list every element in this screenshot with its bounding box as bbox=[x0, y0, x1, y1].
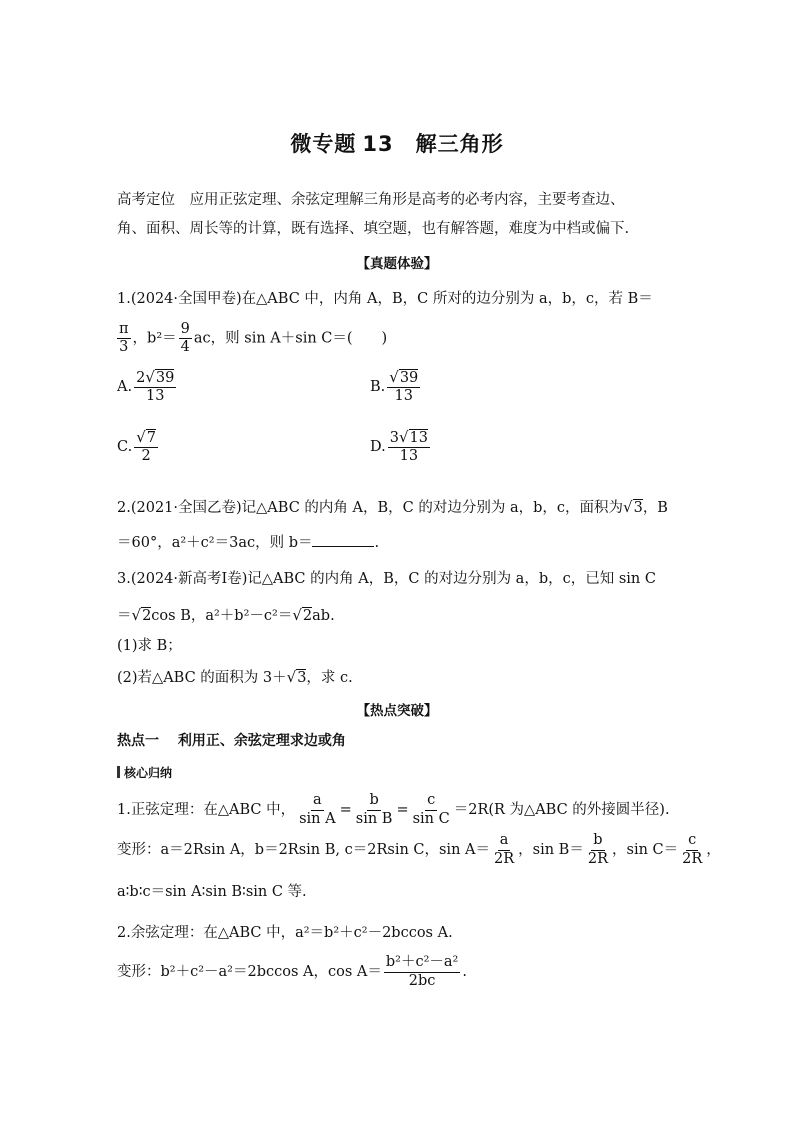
q3-part2-a: (2)若△ABC 的面积为 3＋ bbox=[117, 670, 287, 686]
frac-den: 2R bbox=[587, 850, 608, 867]
opt-b-frac bbox=[387, 370, 420, 404]
variant-text-c: ，sin C＝ bbox=[612, 842, 679, 858]
sine-frac-a bbox=[297, 793, 338, 826]
frac-den: sin A bbox=[299, 810, 336, 827]
sqrt-icon: √ bbox=[292, 606, 302, 624]
cos-frac bbox=[384, 955, 461, 988]
q3-text-c: ab. bbox=[312, 608, 335, 624]
equals: = bbox=[339, 802, 352, 818]
q2-line-1 bbox=[117, 493, 668, 522]
opt-a-label: A. bbox=[117, 379, 133, 396]
q1-line-2-a: ，b²＝ bbox=[132, 330, 177, 347]
opt-c-den: 2 bbox=[141, 448, 151, 465]
opt-d-coef: 3 bbox=[389, 430, 399, 446]
title-number: 13 bbox=[362, 132, 394, 156]
sqrt-icon: √ bbox=[389, 368, 399, 386]
sqrt-icon: √ bbox=[145, 368, 155, 386]
opt-d-rad: 13 bbox=[409, 430, 428, 446]
cos-variant-tail: . bbox=[462, 964, 467, 980]
frac-num: b²＋c²－a² bbox=[384, 955, 461, 972]
q2-text-a: 2.(2021·全国乙卷)记△ABC 的内角 A，B，C 的对边分别为 a，b，c，面积为 bbox=[117, 500, 624, 516]
opt-a-coef: 2 bbox=[136, 370, 146, 386]
q1-option-c bbox=[117, 430, 160, 464]
q2-line-2 bbox=[117, 529, 379, 557]
page-title bbox=[0, 128, 794, 158]
opt-c-label: C. bbox=[117, 439, 133, 456]
q3-text-a: ＝ bbox=[117, 608, 132, 624]
opt-b-label: B. bbox=[370, 379, 386, 396]
sqrt-icon: √ bbox=[136, 428, 146, 446]
pi-den: 3 bbox=[119, 339, 129, 356]
q3-part-1: (1)求 B； bbox=[117, 638, 182, 654]
ratio-line: a∶b∶c＝sin A∶sin B∶sin C 等. bbox=[117, 884, 307, 900]
core-summary-tag bbox=[117, 764, 172, 781]
cos-variant-text: 变形：b²＋c²－a²＝2bccos A，cos A＝ bbox=[117, 964, 382, 980]
q1-frac-9-4 bbox=[179, 322, 192, 355]
intro-label: 高考定位 bbox=[117, 192, 175, 208]
frac-den: 2bc bbox=[408, 972, 436, 989]
section-heading-real: 【真题体验】 bbox=[356, 256, 438, 272]
variant-frac-c bbox=[680, 833, 704, 866]
core-label: 核心归纳 bbox=[124, 766, 173, 780]
variant-frac-a bbox=[492, 833, 516, 866]
opt-c-rad: 7 bbox=[146, 430, 156, 446]
opt-b-rad: 39 bbox=[399, 370, 419, 386]
q1-option-d bbox=[370, 430, 432, 464]
four-den: 4 bbox=[180, 339, 190, 356]
sine-law-tail: ＝2R(R 为△ABC 的外接圆半径). bbox=[453, 802, 670, 818]
cosine-variant bbox=[117, 952, 467, 992]
q1-line-1: 1.(2024·全国甲卷)在△ABC 中，内角 A，B，C 所对的边分别为 a，b，c，若 B＝ bbox=[117, 291, 653, 307]
q1-frac-pi-3 bbox=[117, 322, 131, 355]
frac-num: c bbox=[686, 833, 698, 850]
q2-rad: 3 bbox=[633, 500, 643, 516]
sqrt-icon: √ bbox=[131, 606, 142, 624]
q2-text-b: ，B bbox=[642, 500, 668, 516]
q3-rad-b: 2 bbox=[302, 608, 313, 624]
cosine-law: 2.余弦定理：在△ABC 中，a²＝b²＋c²－2bccos A. bbox=[117, 925, 453, 941]
sine-frac-c bbox=[411, 793, 452, 826]
q1-option-a bbox=[117, 370, 178, 404]
tag-bar-icon bbox=[117, 766, 120, 778]
hotspot-heading bbox=[117, 730, 346, 750]
frac-den: 2R bbox=[682, 850, 703, 867]
q3-line-1: 3.(2024·新高考Ⅰ卷)记△ABC 的内角 A，B，C 的对边分别为 a，b，c，已知 sin C bbox=[117, 571, 656, 587]
sine-variant bbox=[117, 830, 721, 870]
q3-part2-rad: 3 bbox=[297, 670, 307, 686]
q1-option-b bbox=[370, 370, 422, 404]
variant-text-a: 变形：a＝2Rsin A，b＝2Rsin B, c＝2Rsin C，sin A＝ bbox=[117, 842, 490, 858]
frac-num: c bbox=[425, 793, 437, 810]
opt-a-rad: 39 bbox=[155, 370, 175, 386]
hotspot-text: 利用正、余弦定理求边或角 bbox=[177, 733, 346, 749]
sine-law bbox=[117, 790, 670, 830]
nine-num: 9 bbox=[179, 322, 192, 339]
intro-line-1 bbox=[117, 186, 625, 214]
title-prefix: 微专题 bbox=[290, 132, 357, 156]
q3-line-2 bbox=[117, 601, 335, 630]
variant-frac-b bbox=[586, 833, 610, 866]
q2-text-d: . bbox=[374, 535, 380, 551]
frac-num: a bbox=[498, 833, 511, 850]
hotspot-label: 热点一 bbox=[117, 733, 159, 749]
variant-text-b: ，sin B＝ bbox=[518, 842, 584, 858]
section-heading-hot: 【热点突破】 bbox=[356, 703, 438, 719]
q3-part2-b: ，求 c. bbox=[306, 670, 353, 686]
frac-den: sin B bbox=[355, 810, 393, 827]
title-topic: 解三角形 bbox=[415, 132, 504, 156]
sqrt-icon: √ bbox=[286, 668, 297, 686]
intro-line-2: 角、面积、周长等的计算，既有选择、填空题，也有解答题，难度为中档或偏下. bbox=[117, 221, 630, 237]
opt-b-den: 13 bbox=[394, 388, 413, 405]
sine-law-lead: 1.正弦定理：在△ABC 中， bbox=[117, 802, 296, 818]
answer-blank[interactable] bbox=[312, 534, 374, 547]
q3-rad-a: 2 bbox=[142, 608, 152, 624]
opt-d-frac bbox=[388, 430, 430, 464]
frac-den: 2R bbox=[494, 850, 515, 867]
pi-num: π bbox=[117, 322, 131, 339]
frac-num: a bbox=[311, 793, 324, 810]
variant-text-d: ， bbox=[706, 842, 721, 858]
sqrt-icon: √ bbox=[623, 498, 633, 516]
q2-text-c: ＝60°，a²＋c²＝3ac，则 b＝ bbox=[117, 535, 313, 551]
sine-frac-b bbox=[354, 793, 395, 826]
frac-num: b bbox=[591, 833, 604, 850]
frac-den: sin C bbox=[412, 810, 450, 827]
intro-text-1: 应用正弦定理、余弦定理解三角形是高考的必考内容，主要考查边、 bbox=[189, 192, 625, 208]
opt-a-frac bbox=[134, 370, 176, 404]
q3-part-2 bbox=[117, 663, 353, 692]
frac-num: b bbox=[367, 793, 380, 810]
q3-text-b: cos B，a²＋b²－c²＝ bbox=[151, 608, 293, 624]
opt-c-frac bbox=[134, 430, 158, 464]
q1-line-2 bbox=[115, 322, 387, 355]
sqrt-icon: √ bbox=[398, 428, 409, 446]
opt-d-label: D. bbox=[370, 439, 386, 456]
equals: = bbox=[396, 802, 409, 818]
q1-line-2-b: ac，则 sin A＋sin C＝( ) bbox=[193, 330, 388, 347]
opt-d-den: 13 bbox=[399, 448, 419, 465]
opt-a-den: 13 bbox=[145, 388, 165, 405]
